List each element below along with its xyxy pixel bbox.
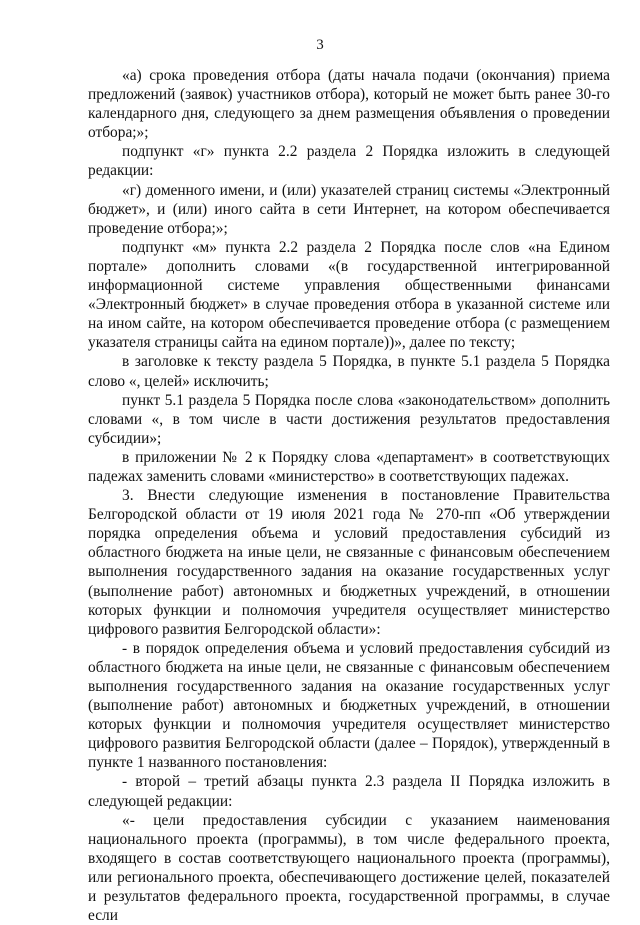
paragraph-subsidy-goals: «- цели предоставления субсидии с указанием наименования национального проекта (программы), в том числе федерального проекта, входящего в состав соответствующего национального проекта (программы), или регионального проекта, обеспечивающего достижение целей, показателей и результатов федерального проекта, государственной программы, в случае если [88, 811, 610, 925]
paragraph-subclause-g: подпункт «г» пункта 2.2 раздела 2 Порядка изложить в следующей редакции: [88, 143, 610, 180]
paragraph-subclause-m: подпункт «м» пункта 2.2 раздела 2 Порядка после слов «на Едином портале» дополнить словами «(в государственной интегрированной информационной системе управления общественными финансами «Электронный бюджет» в случае проведения отбора в указанной системе или на ином сайте, на котором обеспечивается проведение отбора (с размещением указателя страницы сайта на едином портале))», далее по тексту; [88, 238, 610, 352]
page-number: 3 [316, 37, 324, 53]
paragraph-second-third: - второй – третий абзацы пункта 2.3 раздела II Порядка изложить в следующей редакции: [88, 773, 610, 810]
paragraph-item-3: 3. Внести следующие изменения в постановление Правительства Белгородской области от 19 июля 2021 года № 270-пп «Об утверждении порядка определения объема и условий предоставления субсидий из областного бюджета на иные цели, не связанные с финансовым обеспечением выполнения государственного задания на оказание государственных услуг (выполнение работ) автономных и бюджетных учреждений, в отношении которых функции и полномочия учредителя осуществляет министерство цифрового развития Белгородской области»: [88, 487, 610, 638]
paragraph-appendix-2: в приложении № 2 к Порядку слова «департамент» в соответствующих падежах заменить словами «министерство» в соответствующих падежах. [88, 448, 610, 485]
paragraph-clause-5-1: пункт 5.1 раздела 5 Порядка после слова «законодательством» дополнить словами «, в том числе в части достижения результатов предоставления субсидии»; [88, 391, 610, 447]
paragraph-deadline-quote: «а) срока проведения отбора (даты начала подачи (окончания) приема предложений (заявок) участников отбора), который не может быть ранее 30-го календарного дня, следующего за днем размещения объявления о проведении отбора;»; [88, 67, 610, 142]
paragraph-procedure: - в порядок определения объема и условий предоставления субсидий из областного бюджета на иные цели, не связанные с финансовым обеспечением выполнения государственного задания на оказание государственных услуг (выполнение работ) автономных и бюджетных учреждений, в отношении которых функции и полномочия учредителя осуществляет министерство цифрового развития Белгородской области (далее – Порядок), утвержденный в пункте 1 названного постановления: [88, 639, 610, 772]
paragraph-domain-name-quote: «г) доменного имени, и (или) указателей страниц системы «Электронный бюджет», и (или) иного сайта в сети Интернет, на котором обеспечивается проведение отбора;»; [88, 181, 610, 237]
paragraph-section5-title: в заголовке к тексту раздела 5 Порядка, в пункте 5.1 раздела 5 Порядка слово «, целей» исключить; [88, 353, 610, 390]
document-body [88, 66, 610, 925]
